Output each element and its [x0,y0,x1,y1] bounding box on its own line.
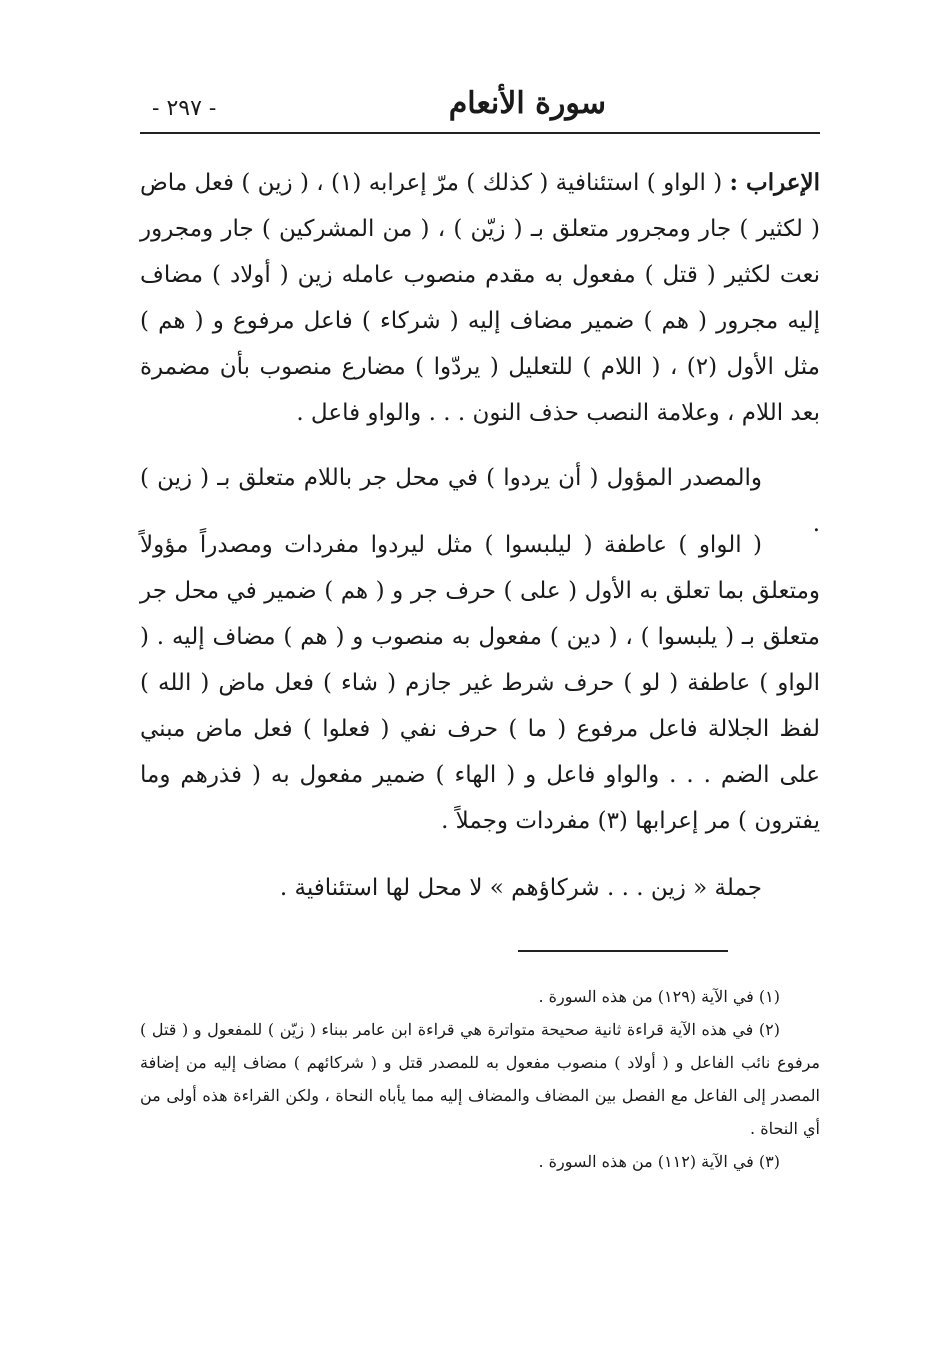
page-header [140,82,820,132]
footnote-divider [518,950,728,952]
irab-heading: الإعراب : [729,169,821,196]
header-divider [140,132,820,134]
footnotes [140,980,820,1178]
masdar-paragraph: والمصدر المؤول ( أن يردوا ) في محل جر باللام متعلق بـ ( زين ) . [140,465,820,537]
footnote-2: (٢) في هذه الآية قراءة ثانية صحيحة متواترة هي قراءة ابن عامر ببناء ( زيّن ) للمفعول و ( قتل ) مرفوع نائب الفاعل و ( أولاد ) منصوب مفعول به للمصدر قتل و ( شركائهم ) مضاف إليه من إضافة المصدر إلى الفاعل مع الفصل بين المضاف والمضاف إليه مما يأباه النحاة ، ولكن القراءة هذه أولى من أي النحاة . [140,1020,820,1138]
irab-text: ( الواو ) استئنافية ( كذلك ) مرّ إعرابه (١) ، ( زين ) فعل ماض ( لكثير ) جار ومجرور متعلق بـ ( زيّن ) ، ( من المشركين ) جار ومجرور نعت لكثير ( قتل ) مفعول به مقدم منصوب عامله زين ( أولاد ) مضاف إليه مجرور ( هم ) ضمير مضاف إليه ( شركاء ) فاعل مرفوع و ( هم ) مثل الأول (٢) ، ( اللام ) للتعليل ( يردّوا ) مضارع منصوب بأن مضمرة بعد اللام ، وعلامة النصب حذف النون . . . والواو فاعل . [140,170,820,426]
irab-paragraph [140,160,820,436]
page-number: - ٢٩٧ - [152,96,217,121]
footnote-1: (١) في الآية (١٢٩) من هذه السورة . [538,987,780,1006]
surah-title: سورة الأنعام [448,86,606,121]
waw-paragraph: ( الواو ) عاطفة ( ليلبسوا ) مثل ليردوا مفردات ومصدراً مؤولاً ومتعلق بما تعلق به الأول ( على ) حرف جر و ( هم ) ضمير في محل جر متعلق بـ ( يلبسوا ) ، ( دين ) مفعول به منصوب و ( هم ) مضاف إليه . ( الواو ) عاطفة ( لو ) حرف شرط غير جازم ( شاء ) فعل ماض ( الله ) لفظ الجلالة فاعل مرفوع ( ما ) حرف نفي ( فعلوا ) فعل ماض مبني على الضم . . . والواو فاعل و ( الهاء ) ضمير مفعول به ( فذرهم وما يفترون ) مر إعرابها (٣) مفردات وجملاً . [140,532,820,834]
footnote-3: (٣) في الآية (١١٢) من هذه السورة . [538,1152,780,1171]
jumla-paragraph: جملة « زين . . . شركاؤهم » لا محل لها استئنافية . [279,875,762,901]
